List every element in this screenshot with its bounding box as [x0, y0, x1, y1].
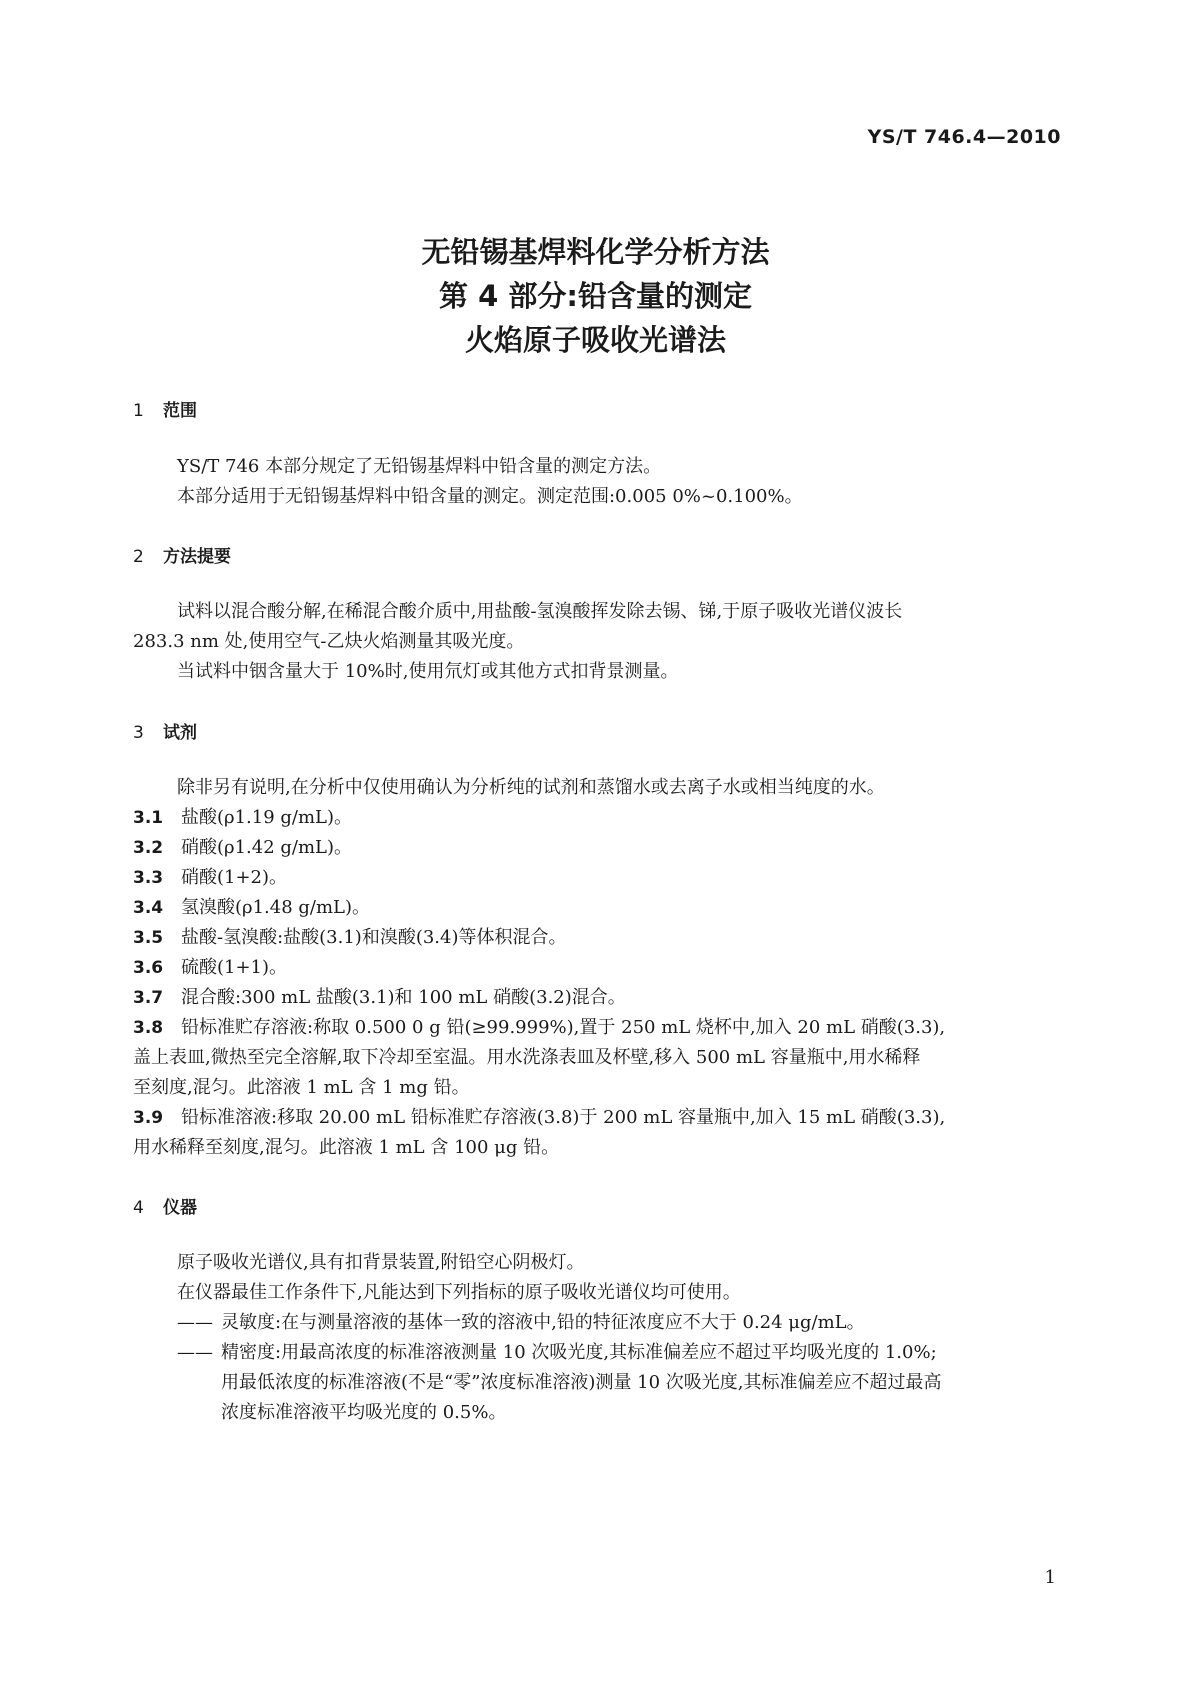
section-4-heading: [133, 1193, 197, 1218]
paragraph: 本部分适用于无铅锡基焊料中铅含量的测定。测定范围:0.005 0%~0.100%。: [177, 486, 803, 507]
item-text: 盐酸-氢溴酸:盐酸(3.1)和溴酸(3.4)等体积混合。: [181, 927, 567, 948]
item-label: 3.1: [133, 808, 164, 828]
paragraph: 原子吸收光谱仪,具有扣背景装置,附铅空心阴极灯。: [177, 1252, 585, 1273]
item-text: 浓度标准溶液平均吸光度的 0.5%。: [221, 1402, 507, 1423]
section-title: 仪器: [163, 1198, 197, 1218]
item-label: 3.8: [133, 1018, 164, 1038]
title-line-3: 火焰原子吸收光谱法: [464, 323, 726, 357]
item-label: 3.9: [133, 1108, 164, 1128]
item-label: 3.4: [133, 898, 164, 918]
dash-marker: ——: [177, 1342, 213, 1363]
section-title: 试剂: [163, 723, 197, 743]
item-text-continuation: [177, 1398, 1057, 1428]
standard-number: YS/T 746.4—2010: [867, 126, 1061, 148]
paragraph: 当试料中铟含量大于 10%时,使用氘灯或其他方式扣背景测量。: [177, 661, 679, 682]
dash-list-item: [177, 1338, 1057, 1368]
list-item: [133, 1013, 1058, 1043]
list-item: [133, 803, 1058, 833]
item-label: 3.5: [133, 928, 164, 948]
item-text: 硫酸(1+1)。: [181, 957, 288, 978]
section-1-heading: [133, 396, 197, 421]
item-text-continuation: [177, 1368, 1057, 1398]
list-item: [133, 953, 1058, 983]
item-label: 3.3: [133, 868, 164, 888]
section-3-heading: [133, 718, 197, 743]
item-text-continuation: 用水稀释至刻度,混匀。此溶液 1 mL 含 100 μg 铅。: [133, 1137, 560, 1158]
section-number: 2: [133, 547, 144, 567]
paragraph: 试料以混合酸分解,在稀混合酸介质中,用盐酸-氢溴酸挥发除去锡、锑,于原子吸收光谱仪波长: [177, 601, 903, 622]
item-text: 铅标准溶液:移取 20.00 mL 铅标准贮存溶液(3.8)于 200 mL 容量瓶中,加入 15 mL 硝酸(3.3),: [181, 1107, 946, 1128]
item-text: 盐酸(ρ1.19 g/mL)。: [181, 807, 353, 828]
section-2-heading: [133, 542, 231, 567]
item-text: 灵敏度:在与测量溶液的基体一致的溶液中,铅的特征浓度应不大于 0.24 μg/mL。: [221, 1312, 865, 1333]
list-item: [133, 1103, 1058, 1133]
dash-list-item: [177, 1308, 1057, 1338]
item-text: 硝酸(ρ1.42 g/mL)。: [181, 837, 353, 858]
item-label: 3.7: [133, 988, 164, 1008]
item-text: 铅标准贮存溶液:称取 0.500 0 g 铅(≥99.999%),置于 250 mL 烧杯中,加入 20 mL 硝酸(3.3),: [181, 1017, 946, 1038]
list-item: [133, 893, 1058, 923]
item-text: 用最低浓度的标准溶液(不是“零”浓度标准溶液)测量 10 次吸光度,其标准偏差应不超过最高: [221, 1372, 942, 1393]
paragraph: YS/T 746 本部分规定了无铅锡基焊料中铅含量的测定方法。: [177, 456, 662, 477]
list-item: [133, 923, 1058, 953]
item-text: 精密度:用最高浓度的标准溶液测量 10 次吸光度,其标准偏差应不超过平均吸光度的 1.0%;: [221, 1342, 937, 1363]
title-line-2: 第 4 部分:铅含量的测定: [439, 279, 752, 313]
section-title: 范围: [163, 401, 197, 421]
paragraph: 在仪器最佳工作条件下,凡能达到下列指标的原子吸收光谱仪均可使用。: [177, 1282, 741, 1303]
title-line-1: 无铅锡基焊料化学分析方法: [421, 235, 770, 269]
section-number: 1: [133, 401, 144, 421]
item-text: 混合酸:300 mL 盐酸(3.1)和 100 mL 硝酸(3.2)混合。: [181, 987, 626, 1008]
section-title: 方法提要: [163, 547, 231, 567]
list-item: [133, 983, 1058, 1013]
item-label: 3.2: [133, 838, 164, 858]
item-text: 氢溴酸(ρ1.48 g/mL)。: [181, 897, 371, 918]
paragraph-continuation: 283.3 nm 处,使用空气-乙炔火焰测量其吸光度。: [133, 631, 525, 652]
section-number: 3: [133, 723, 144, 743]
paragraph: 除非另有说明,在分析中仅使用确认为分析纯的试剂和蒸馏水或去离子水或相当纯度的水。: [177, 777, 885, 798]
list-item: [133, 863, 1058, 893]
document-title: [0, 230, 1191, 362]
item-label: 3.6: [133, 958, 164, 978]
item-text-continuation: 盖上表皿,微热至完全溶解,取下冷却至室温。用水洗涤表皿及杯壁,移入 500 mL 容量瓶中,用水稀释: [133, 1047, 921, 1068]
list-item: [133, 833, 1058, 863]
dash-marker: ——: [177, 1312, 213, 1333]
item-text: 硝酸(1+2)。: [181, 867, 288, 888]
section-number: 4: [133, 1198, 144, 1218]
page-number: 1: [1044, 1567, 1056, 1588]
item-text-continuation: 至刻度,混匀。此溶液 1 mL 含 1 mg 铅。: [133, 1077, 470, 1098]
